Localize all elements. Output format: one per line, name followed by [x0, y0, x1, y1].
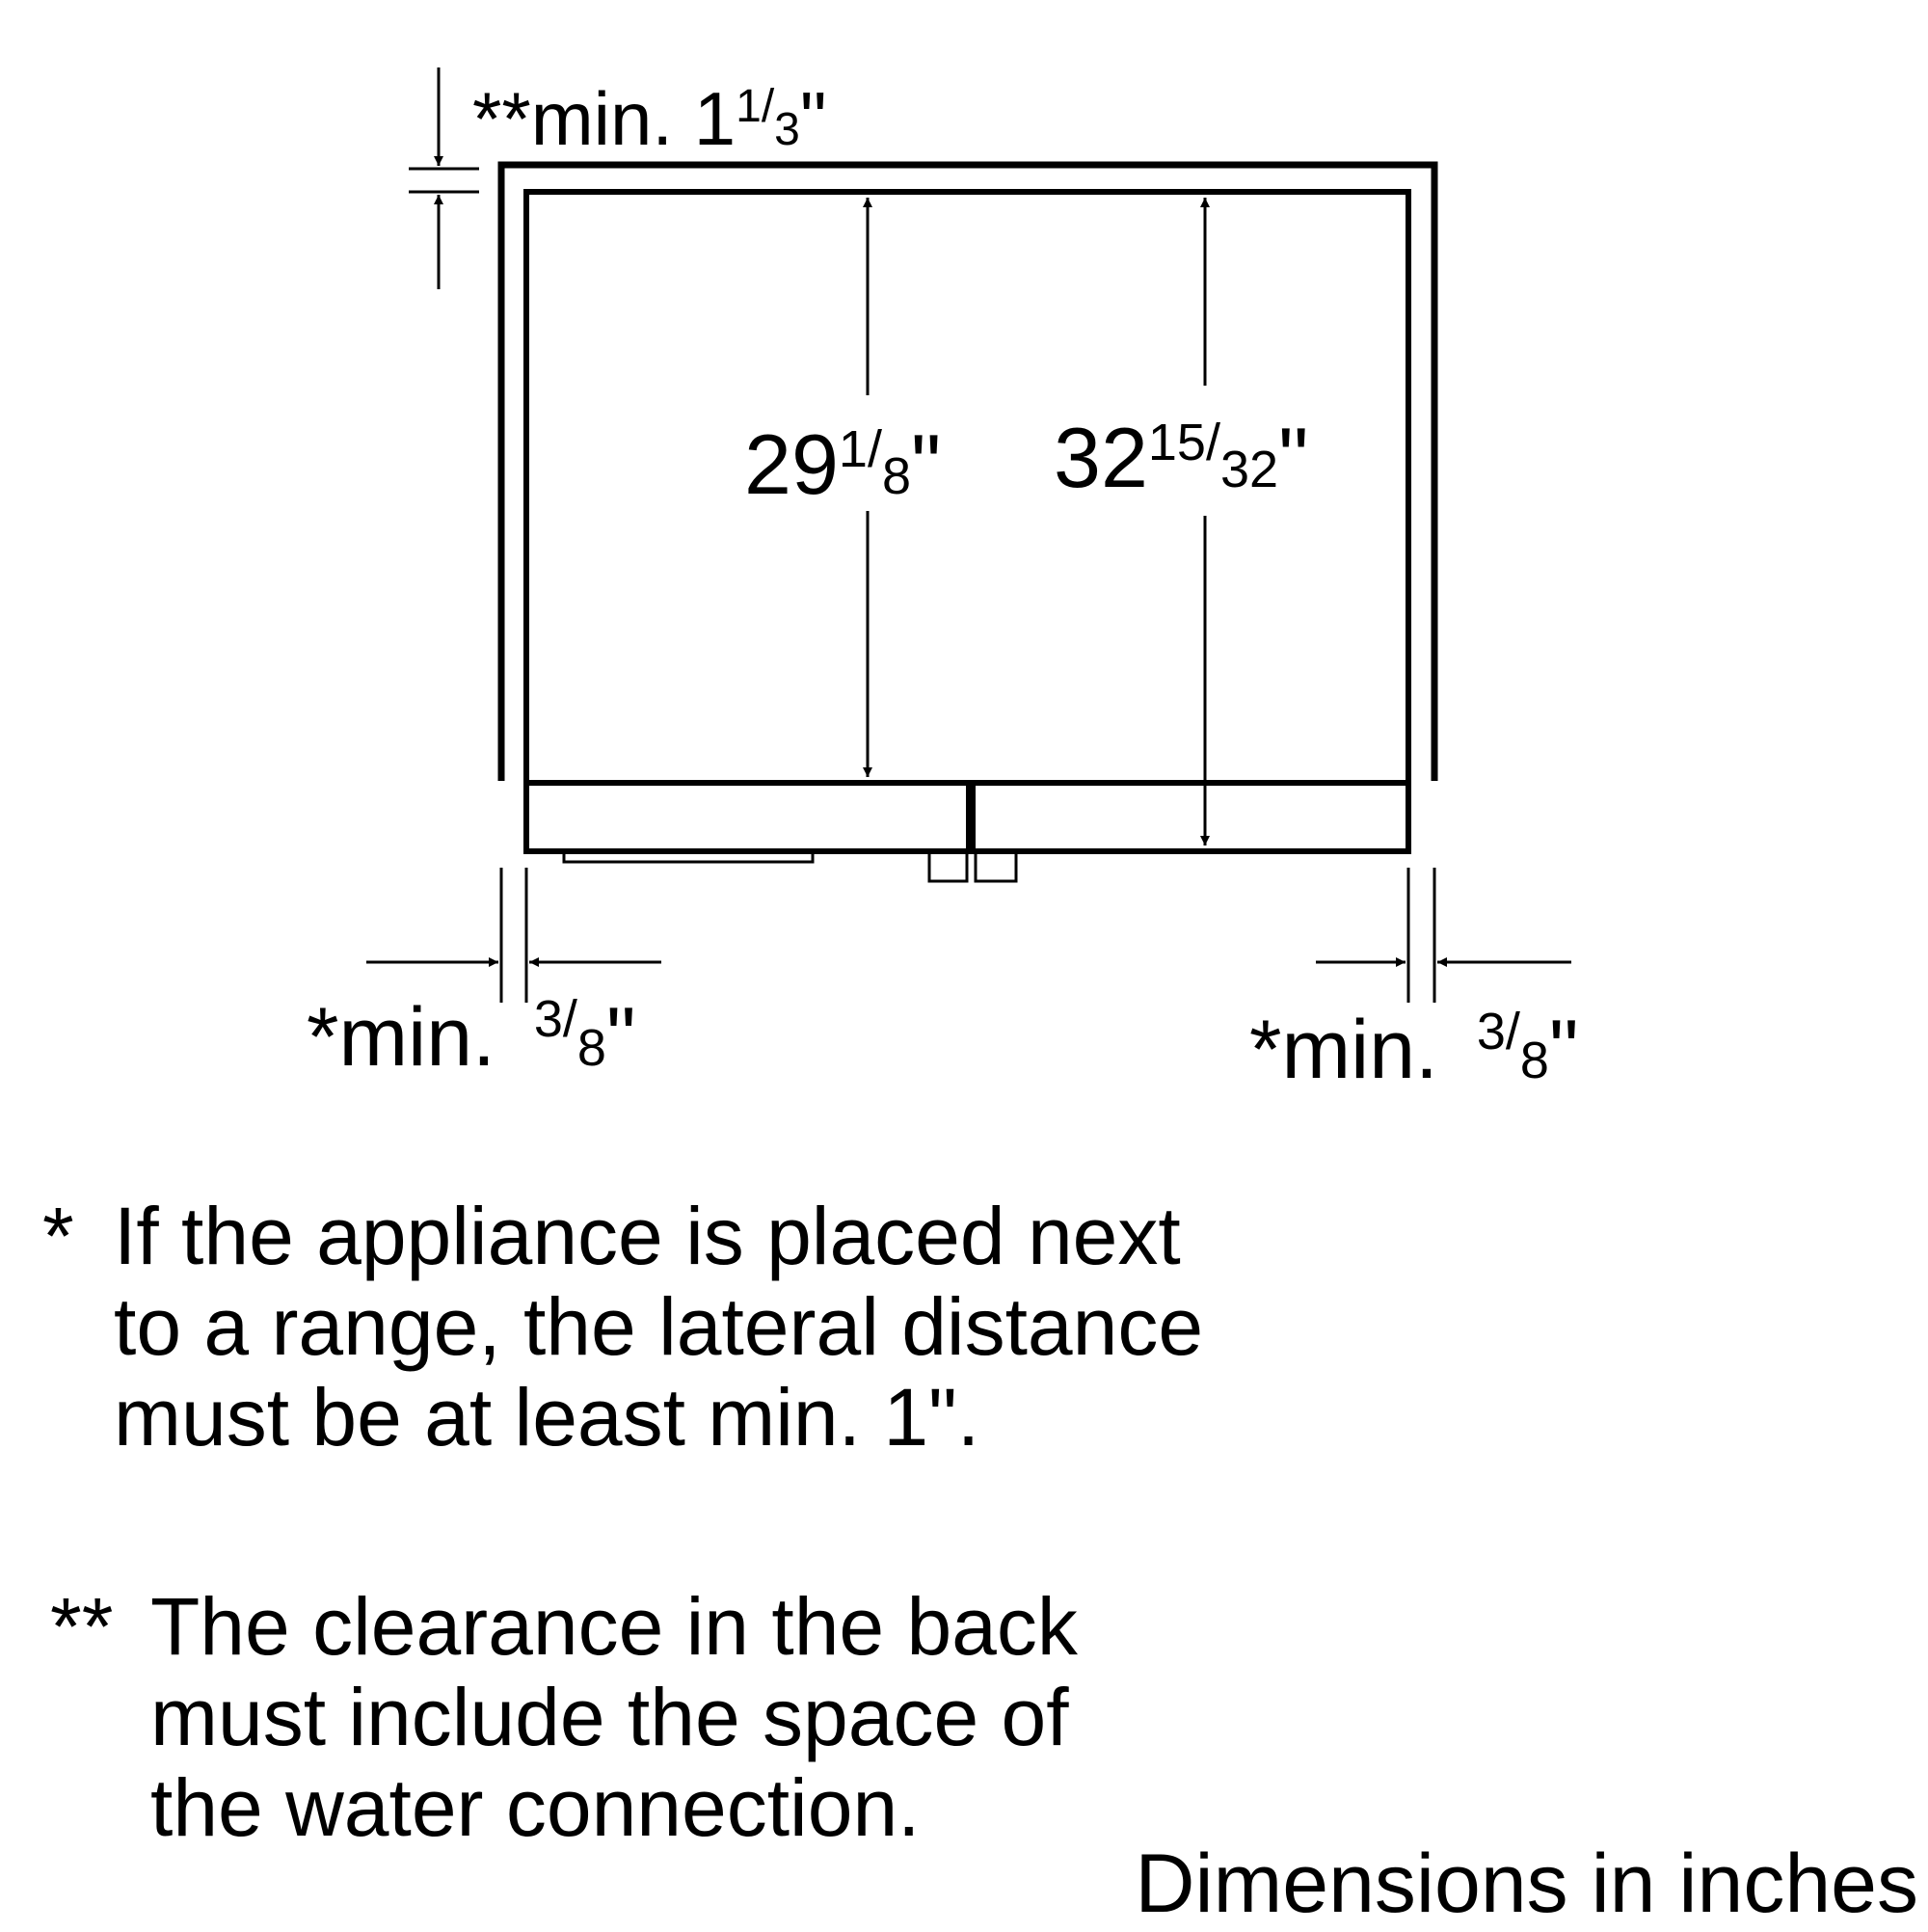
note-line: to a range, the lateral distance [114, 1281, 1204, 1372]
appliance-body [526, 192, 1408, 851]
water-connection-right [976, 851, 1016, 881]
left-clearance-label: *min. $^3/_8$" [307, 990, 636, 1084]
note-marker: ** [50, 1581, 114, 1672]
note-line: The clearance in the back [150, 1581, 1078, 1672]
note-line: must be at least min. 1". [114, 1372, 980, 1462]
right-clearance-label: *min. $^3/_8$" [1249, 1003, 1579, 1096]
inner-height-label: $29^1/_8$" [744, 416, 942, 512]
note-marker: * [42, 1191, 74, 1281]
units-caption: Dimensions in inches [1135, 1838, 1918, 1930]
top-clearance-label: **min. $1^1/_3$" [472, 76, 827, 161]
note-line: the water connection. [150, 1762, 921, 1853]
note-line: must include the space of [150, 1672, 1069, 1762]
note-line: If the appliance is placed next [114, 1191, 1181, 1281]
water-connection-left [929, 851, 967, 881]
total-height-label: $32^{15}/_{32}$" [1054, 410, 1309, 505]
